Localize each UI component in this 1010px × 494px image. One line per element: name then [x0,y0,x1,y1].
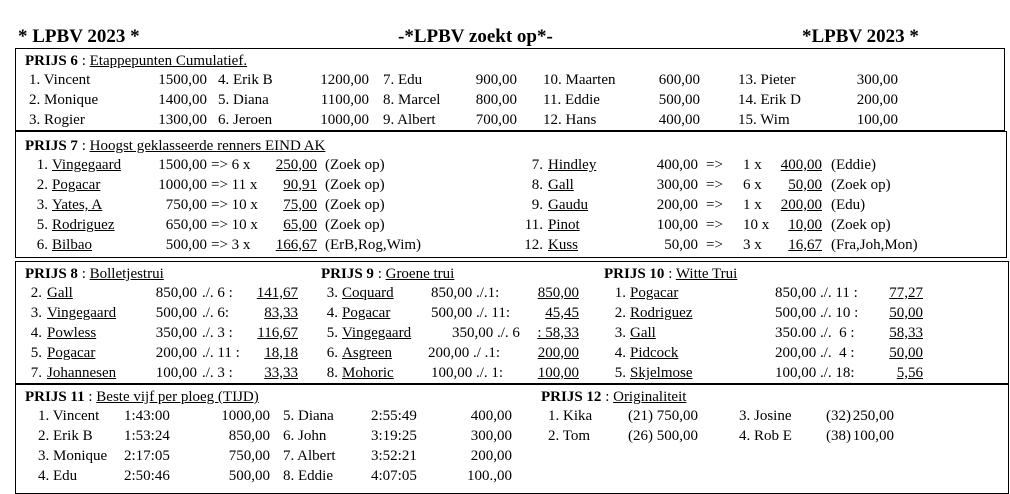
note: (ErB,Rog,Wim) [325,237,422,253]
prijs8-title: PRIJS 8 : Bolletjestrui [25,266,164,282]
participant-name: 6. Jeroen [218,112,273,128]
score-value: (21) 750,00 [628,408,698,424]
prize-value: 200,00 [155,345,197,361]
participant-name: 3. Josine [739,408,792,424]
rider-name: Pogacar [47,345,96,361]
prijs9-title: PRIJS 9 : Groene trui [321,266,455,282]
rank: 2. [36,177,48,193]
prize-value: 300,00 [656,177,698,193]
share-value: 77,27 [889,285,923,301]
points-value: 300,00 [470,428,512,444]
points-value: 100,00 [852,428,894,444]
points-value: 1000,00 [320,112,369,128]
points-value: 400,00 [658,112,700,128]
divisor: ./. 3 : [202,365,233,381]
score-rank: (32) [826,408,851,424]
rank: 5. [326,325,338,341]
rider-name: Powless [47,325,97,341]
team-time: 3:52:21 [371,448,417,464]
points-value: 1400,00 [158,92,207,108]
participant-name: 11. Eddie [543,92,600,108]
share-value: : 58,33 [537,325,579,341]
points-value: 100.,00 [467,468,512,484]
prize-value: 50,00 [664,237,698,253]
points-value: 250,00 [852,408,894,424]
team-time: 1:43:00 [124,408,170,424]
points-value: 500,00 [228,468,270,484]
participant-name: 8. Eddie [283,468,333,484]
points-value: 900,00 [475,72,517,88]
rank: 12. [524,237,543,253]
rider-name: Vingegaard [52,157,122,173]
participant-name: 1. Vincent [29,72,91,88]
points-value: 850,00 [228,428,270,444]
rider-name: Pogacar [630,285,679,301]
rank: 9. [531,197,543,213]
prize-value: 400,00 [656,157,698,173]
arrow: => [706,217,723,233]
prize-value: 350,00 [155,325,197,341]
participant-name: 2. Tom [548,428,591,444]
prize-value: 500,00 [155,305,197,321]
points-value: 700,00 [475,112,517,128]
points-value: 500,00 [658,92,700,108]
share-value: 850,00 [537,285,579,301]
participant-name: 9. Albert [383,112,436,128]
rider-name: Asgreen [342,345,392,361]
prize-divisor: 350,00 ./. 6 [452,325,520,341]
rider-name: Hindley [548,157,597,173]
prijs12-title: PRIJS 12 : Originaliteit [541,389,687,405]
prize-divisor: 200,00 ./. 4 : [775,345,855,361]
participant-name: 6. John [283,428,327,444]
share-value: 16,67 [788,237,822,253]
rider-name: Yates, A [52,197,103,213]
share-value: 100,00 [537,365,579,381]
share-value: 83,33 [264,305,298,321]
participant-name: 13. Pieter [738,72,796,88]
arrow: => [706,197,723,213]
points-value: 200,00 [856,92,898,108]
note: (Zoek op) [325,197,385,213]
rider-name: Coquard [342,285,394,301]
score-rank: (38) [826,428,851,444]
participant-name: 15. Wim [738,112,790,128]
prize-value: 100,00 [656,217,698,233]
rider-name: Kuss [548,237,579,253]
prijs10-title: PRIJS 10 : Witte Trui [604,266,738,282]
team-time: 3:19:25 [371,428,417,444]
prize-value: 1500,00 [158,157,207,173]
rank: 3. [30,305,42,321]
participant-name: 4. Erik B [218,72,273,88]
split-count: 10 x [743,217,770,233]
divisor: ./. 6: [202,305,230,321]
rider-name: Gall [47,285,73,301]
rank: 1. [614,285,626,301]
rider-name: Gall [548,177,574,193]
team-time: 2:55:49 [371,408,417,424]
rider-name: Rodriguez [630,305,693,321]
rank: 8. [326,365,338,381]
arrow: => [706,177,723,193]
share-value: 58,33 [889,325,923,341]
points-value: 750,00 [228,448,270,464]
participant-name: 4. Rob E [739,428,792,444]
arrow: => [706,157,723,173]
participant-name: 2. Monique [29,92,99,108]
share-value: 18,18 [264,345,298,361]
prize-divisor: 850,00 ./.1: [431,285,500,301]
rider-name: Rodriguez [52,217,115,233]
participant-name: 8. Marcel [383,92,441,108]
participant-name: 14. Erik D [738,92,801,108]
participant-name: 3. Monique [38,448,108,464]
prize-divisor: 500,00 ./. 11: [431,305,511,321]
share-value: 5,56 [896,365,923,381]
share-value: 50,00 [889,305,923,321]
rank: 7. [531,157,543,173]
points-value: 1500,00 [158,72,207,88]
split-count: => 10 x [211,197,258,213]
participant-name: 4. Edu [38,468,78,484]
participant-name: 1. Vincent [38,408,100,424]
share-value: 10,00 [788,217,822,233]
participant-name: 5. Diana [283,408,334,424]
team-time: 2:50:46 [124,468,170,484]
rank: 5. [36,217,48,233]
prijs7-title: PRIJS 7 : Hoogst geklasseerde renners EIND AK [25,138,326,154]
split-count: => 6 x [211,157,251,173]
prize-divisor: 100,00 ./. 1: [431,365,504,381]
split-count: => 10 x [211,217,258,233]
rank: 3. [36,197,48,213]
split-count: 3 x [743,237,762,253]
points-value: 400,00 [470,408,512,424]
share-value: 50,00 [788,177,822,193]
points-value: 1000,00 [221,408,270,424]
rider-name: Gall [630,325,656,341]
note: (Zoek op) [325,217,385,233]
prize-value: 650,00 [165,217,207,233]
participant-name: 5. Diana [218,92,269,108]
participant-name: 7. Edu [383,72,423,88]
score-value: (26) 500,00 [628,428,698,444]
header-left: * LPBV 2023 * [18,26,140,47]
split-count: 1 x [743,157,762,173]
rider-name: Vingegaard [342,325,412,341]
rider-name: Johannesen [47,365,117,381]
note: (Eddie) [831,157,876,173]
prijs6-title: PRIJS 6 : Etappepunten Cumulatief. [25,53,248,69]
rider-name: Bilbao [52,237,92,253]
prize-value: 1000,00 [158,177,207,193]
prize-value: 850,00 [155,285,197,301]
points-value: 1100,00 [320,92,369,108]
rank: 7. [30,365,42,381]
prize-divisor: 200,00 ./ .1: [428,345,501,361]
share-value: 50,00 [889,345,923,361]
participant-name: 2. Erik B [38,428,93,444]
header-right: *LPBV 2023 * [802,26,919,47]
points-value: 100,00 [856,112,898,128]
participant-name: 10. Maarten [543,72,616,88]
note: (Edu) [831,197,866,213]
team-time: 2:17:05 [124,448,170,464]
note: (Zoek op) [831,177,891,193]
rank: 3. [614,325,626,341]
share-value: 90,91 [283,177,317,193]
prize-divisor: 850,00 ./. 11 : [775,285,858,301]
points-value: 300,00 [856,72,898,88]
share-value: 45,45 [545,305,579,321]
rider-name: Pinot [548,217,580,233]
rank: 2. [30,285,42,301]
participant-name: 12. Hans [543,112,597,128]
rider-name: Pogacar [52,177,101,193]
prize-value: 100,00 [155,365,197,381]
team-time: 1:53:24 [124,428,170,444]
split-count: 1 x [743,197,762,213]
rank: 6. [36,237,48,253]
prize-divisor: 500,00 ./. 10 : [775,305,859,321]
rider-name: Vingegaard [47,305,117,321]
divisor: ./. 6 : [202,285,233,301]
arrow: => [706,237,723,253]
rider-name: Pidcock [630,345,679,361]
points-value: 1200,00 [320,72,369,88]
share-value: 200,00 [537,345,579,361]
share-value: 116,67 [257,325,298,341]
team-time: 4:07:05 [371,468,417,484]
rank: 4. [326,305,338,321]
share-value: 33,33 [264,365,298,381]
prize-value: 200,00 [656,197,698,213]
participant-name: 1. Kika [548,408,593,424]
share-value: 250,00 [275,157,317,173]
prize-value: 500,00 [165,237,207,253]
note: (Zoek op) [325,157,385,173]
share-value: 166,67 [275,237,317,253]
header-center: -*LPBV zoekt op*- [398,26,553,47]
share-value: 400,00 [780,157,822,173]
rank: 5. [30,345,42,361]
rider-name: Gaudu [548,197,588,213]
rank: 3. [326,285,338,301]
participant-name: 7. Albert [283,448,336,464]
rank: 8. [531,177,543,193]
note: (Zoek op) [831,217,891,233]
note: (Fra,Joh,Mon) [831,237,918,253]
prize-value: 750,00 [165,197,207,213]
divisor: ./. 3 : [202,325,233,341]
points-value: 200,00 [470,448,512,464]
rider-name: Skjelmose [630,365,693,381]
prize-divisor: 100,00 ./. 18: [775,365,855,381]
rank: 1. [36,157,48,173]
rank: 2. [614,305,626,321]
divisor: ./. 11 : [202,345,240,361]
share-value: 200,00 [780,197,822,213]
rank: 4. [30,325,42,341]
rider-name: Pogacar [342,305,391,321]
split-count: => 11 x [211,177,258,193]
rank: 11. [524,217,543,233]
rank: 5. [614,365,626,381]
split-count: => 3 x [211,237,251,253]
points-value: 800,00 [475,92,517,108]
split-count: 6 x [743,177,762,193]
participant-name: 3. Rogier [29,112,85,128]
prijs11-title: PRIJS 11 : Beste vijf per ploeg (TIJD) [25,389,259,405]
rank: 6. [326,345,338,361]
share-value: 141,67 [256,285,298,301]
points-value: 600,00 [658,72,700,88]
points-value: 1300,00 [158,112,207,128]
prize-divisor: 350.00 ./. 6 : [775,325,855,341]
note: (Zoek op) [325,177,385,193]
rider-name: Mohoric [342,365,394,381]
rank: 4. [614,345,626,361]
share-value: 65,00 [283,217,317,233]
share-value: 75,00 [283,197,317,213]
